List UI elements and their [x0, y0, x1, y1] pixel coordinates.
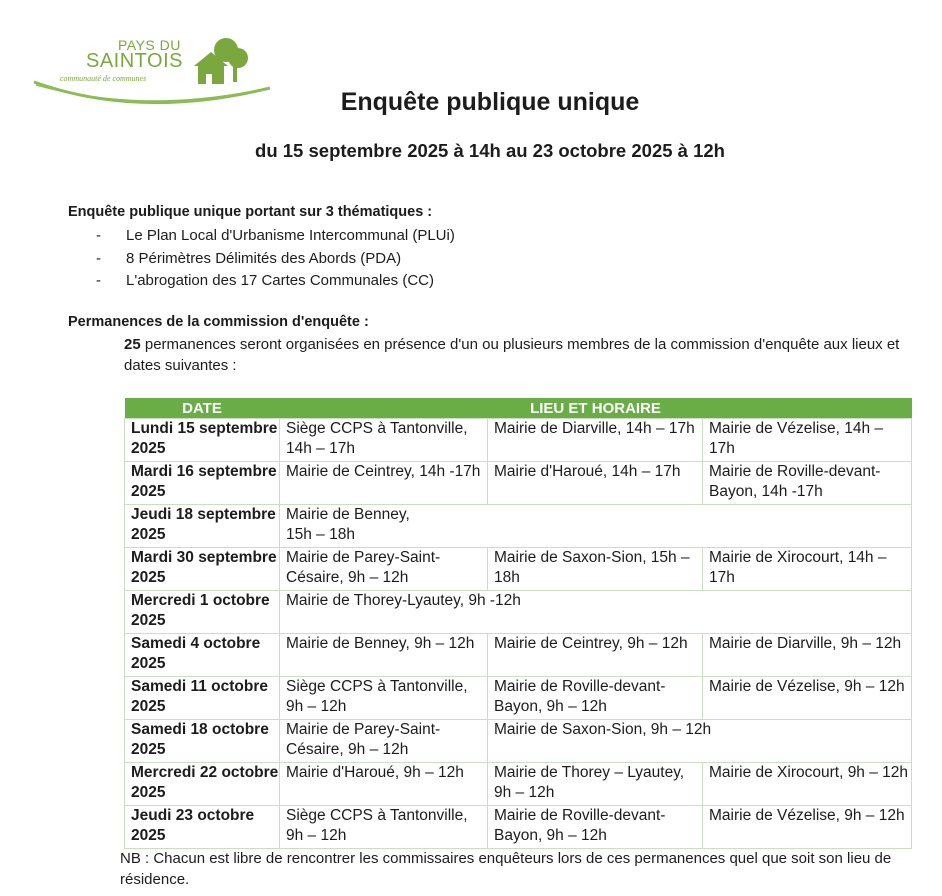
row-date: Samedi 18 octobre 2025 [125, 720, 280, 763]
intro-number: 25 [124, 336, 141, 353]
row-place: Mairie de Vézelise, 9h – 12h [703, 677, 912, 720]
table-row [125, 763, 912, 806]
row-place: Mairie de Saxon-Sion, 15h – 18h [488, 548, 703, 591]
row-place: Siège CCPS à Tantonville, 9h – 12h [280, 677, 488, 720]
table-row [125, 462, 912, 505]
row-place: Mairie de Vézelise, 14h – 17h [703, 419, 912, 462]
table-header-row [125, 398, 912, 419]
row-place: Mairie de Diarville, 14h – 17h [488, 419, 703, 462]
row-place: Mairie de Xirocourt, 14h – 17h [703, 548, 912, 591]
logo-line-3: communauté de communes [60, 74, 147, 83]
schedule-table [124, 398, 912, 849]
row-place [280, 505, 912, 548]
row-date: Mercredi 22 octobre 2025 [125, 763, 280, 806]
row-place: Mairie de Xirocourt, 9h – 12h [703, 763, 912, 806]
row-place: Mairie de Thorey – Lyautey, 9h – 12h [488, 763, 703, 806]
row-place: Mairie de Vézelise, 9h – 12h [703, 806, 912, 849]
row-date: Mercredi 1 octobre 2025 [125, 591, 280, 634]
nb-note: NB : Chacun est libre de rencontrer les commissaires enquêteurs lors de ces permanences quel que soit son lieu de résidence. [120, 850, 892, 888]
row-date: Samedi 11 octobre 2025 [125, 677, 280, 720]
header-place: LIEU ET HORAIRE [280, 398, 912, 419]
table-row [125, 677, 912, 720]
row-place: Mairie d'Haroué, 14h – 17h [488, 462, 703, 505]
page-title: Enquête publique unique [340, 88, 640, 116]
table-row [125, 505, 912, 548]
logo-line-1: PAYS DU [118, 37, 181, 53]
row-place: Mairie de Roville-devant-Bayon, 9h – 12h [488, 677, 703, 720]
row-place: Mairie de Ceintrey, 9h – 12h [488, 634, 703, 677]
table-row [125, 806, 912, 849]
row-place: Mairie de Roville-devant-Bayon, 9h – 12h [488, 806, 703, 849]
header-date: DATE [125, 398, 280, 419]
row-place-text: Mairie de Benney, 15h – 18h [286, 506, 410, 543]
thematics-heading: Enquête publique unique portant sur 3 thématiques : [68, 204, 433, 220]
row-date: Mardi 30 septembre 2025 [125, 548, 280, 591]
row-place: Mairie de Parey-Saint-Césaire, 9h – 12h [280, 720, 488, 763]
row-place: Mairie de Roville-devant-Bayon, 14h -17h [703, 462, 912, 505]
row-place: Mairie de Benney, 9h – 12h [280, 634, 488, 677]
table-row [125, 634, 912, 677]
row-place: Mairie de Diarville, 9h – 12h [703, 634, 912, 677]
page-subtitle: du 15 septembre 2025 à 14h au 23 octobre 2025 à 12h [255, 140, 725, 161]
table-row [125, 591, 912, 634]
row-place: Mairie de Saxon-Sion, 9h – 12h [488, 720, 912, 763]
list-item: - L'abrogation des 17 Cartes Communales (CC) [96, 272, 435, 289]
table-row [125, 548, 912, 591]
row-date: Jeudi 23 octobre 2025 [125, 806, 280, 849]
row-date: Jeudi 18 septembre 2025 [125, 505, 280, 548]
row-place: Mairie de Parey-Saint-Césaire, 9h – 12h [280, 548, 488, 591]
intro-text: permanences seront organisées en présence d'un ou plusieurs membres de la commission d'enquête aux lieux et dates suivantes : [124, 336, 900, 374]
table-row [125, 419, 912, 462]
logo-line-2: SAINTOIS [86, 50, 183, 72]
permanences-intro [124, 334, 914, 376]
list-item: - 8 Périmètres Délimités des Abords (PDA) [96, 249, 402, 267]
row-date: Mardi 16 septembre 2025 [125, 462, 280, 505]
row-place: Siège CCPS à Tantonville, 14h – 17h [280, 419, 488, 462]
thematics-list [96, 225, 455, 293]
row-date: Samedi 4 octobre 2025 [125, 634, 280, 677]
row-place: Mairie de Thorey-Lyautey, 9h -12h [280, 591, 912, 634]
row-place: Siège CCPS à Tantonville, 9h – 12h [280, 806, 488, 849]
row-place: Mairie de Ceintrey, 14h -17h [280, 462, 488, 505]
table-row [125, 720, 912, 763]
row-date: Lundi 15 septembre 2025 [125, 419, 280, 462]
permanences-heading: Permanences de la commission d'enquête : [68, 314, 369, 330]
row-place: Mairie d'Haroué, 9h – 12h [280, 763, 488, 806]
list-item: - Le Plan Local d'Urbanisme Intercommunal (PLUi) [96, 227, 455, 244]
